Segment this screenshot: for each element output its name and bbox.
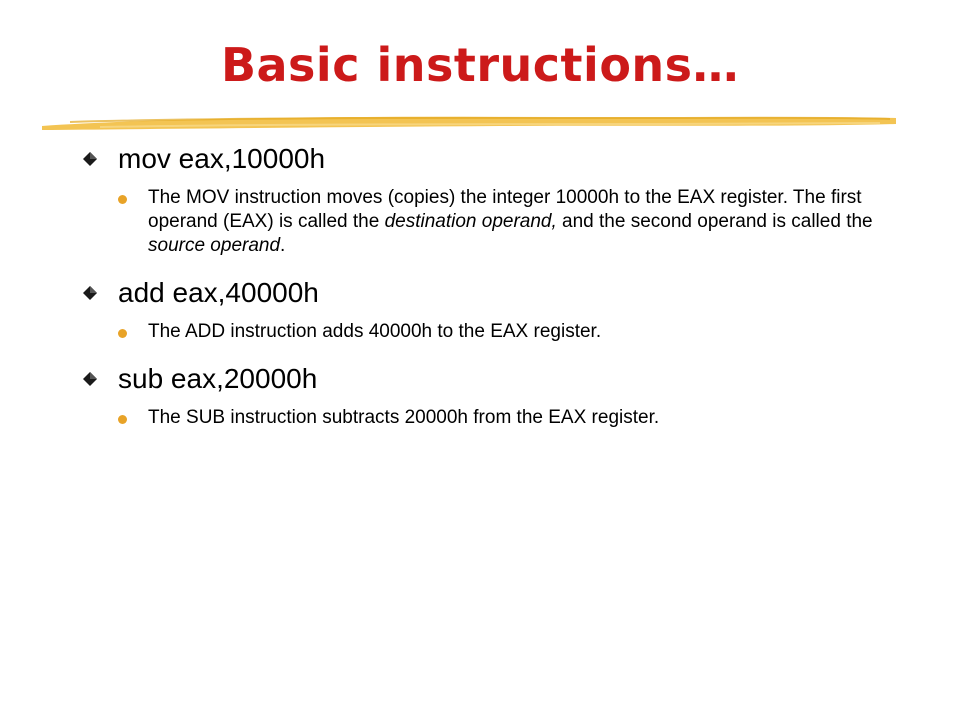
bullet-detail: The MOV instruction moves (copies) the integer 10000h to the EAX register. The first operand (EAX) is called the destination operand, and the second operand is called the source operand. — [148, 187, 873, 256]
sub-bullet-dot-icon — [118, 415, 127, 424]
sub-bullet-dot-icon — [118, 195, 127, 204]
bullet-heading: mov eax,10000h — [118, 143, 326, 174]
bullet-item — [80, 358, 900, 430]
slide-title: Basic instructions… — [220, 38, 740, 92]
diamond-bullet-icon — [80, 369, 100, 389]
bullet-detail: The SUB instruction subtracts 20000h from the EAX register. — [148, 407, 660, 428]
bullet-heading: sub eax,20000h — [118, 363, 318, 394]
bullet-detail: The ADD instruction adds 40000h to the EAX register. — [148, 321, 602, 342]
bullet-list — [80, 138, 900, 444]
diamond-bullet-icon — [80, 283, 100, 303]
title-underline-brush — [40, 108, 900, 138]
sub-bullet-dot-icon — [118, 329, 127, 338]
bullet-item — [80, 272, 900, 344]
bullet-heading: add eax,40000h — [118, 277, 319, 308]
diamond-bullet-icon — [80, 149, 100, 169]
bullet-item — [80, 138, 900, 258]
